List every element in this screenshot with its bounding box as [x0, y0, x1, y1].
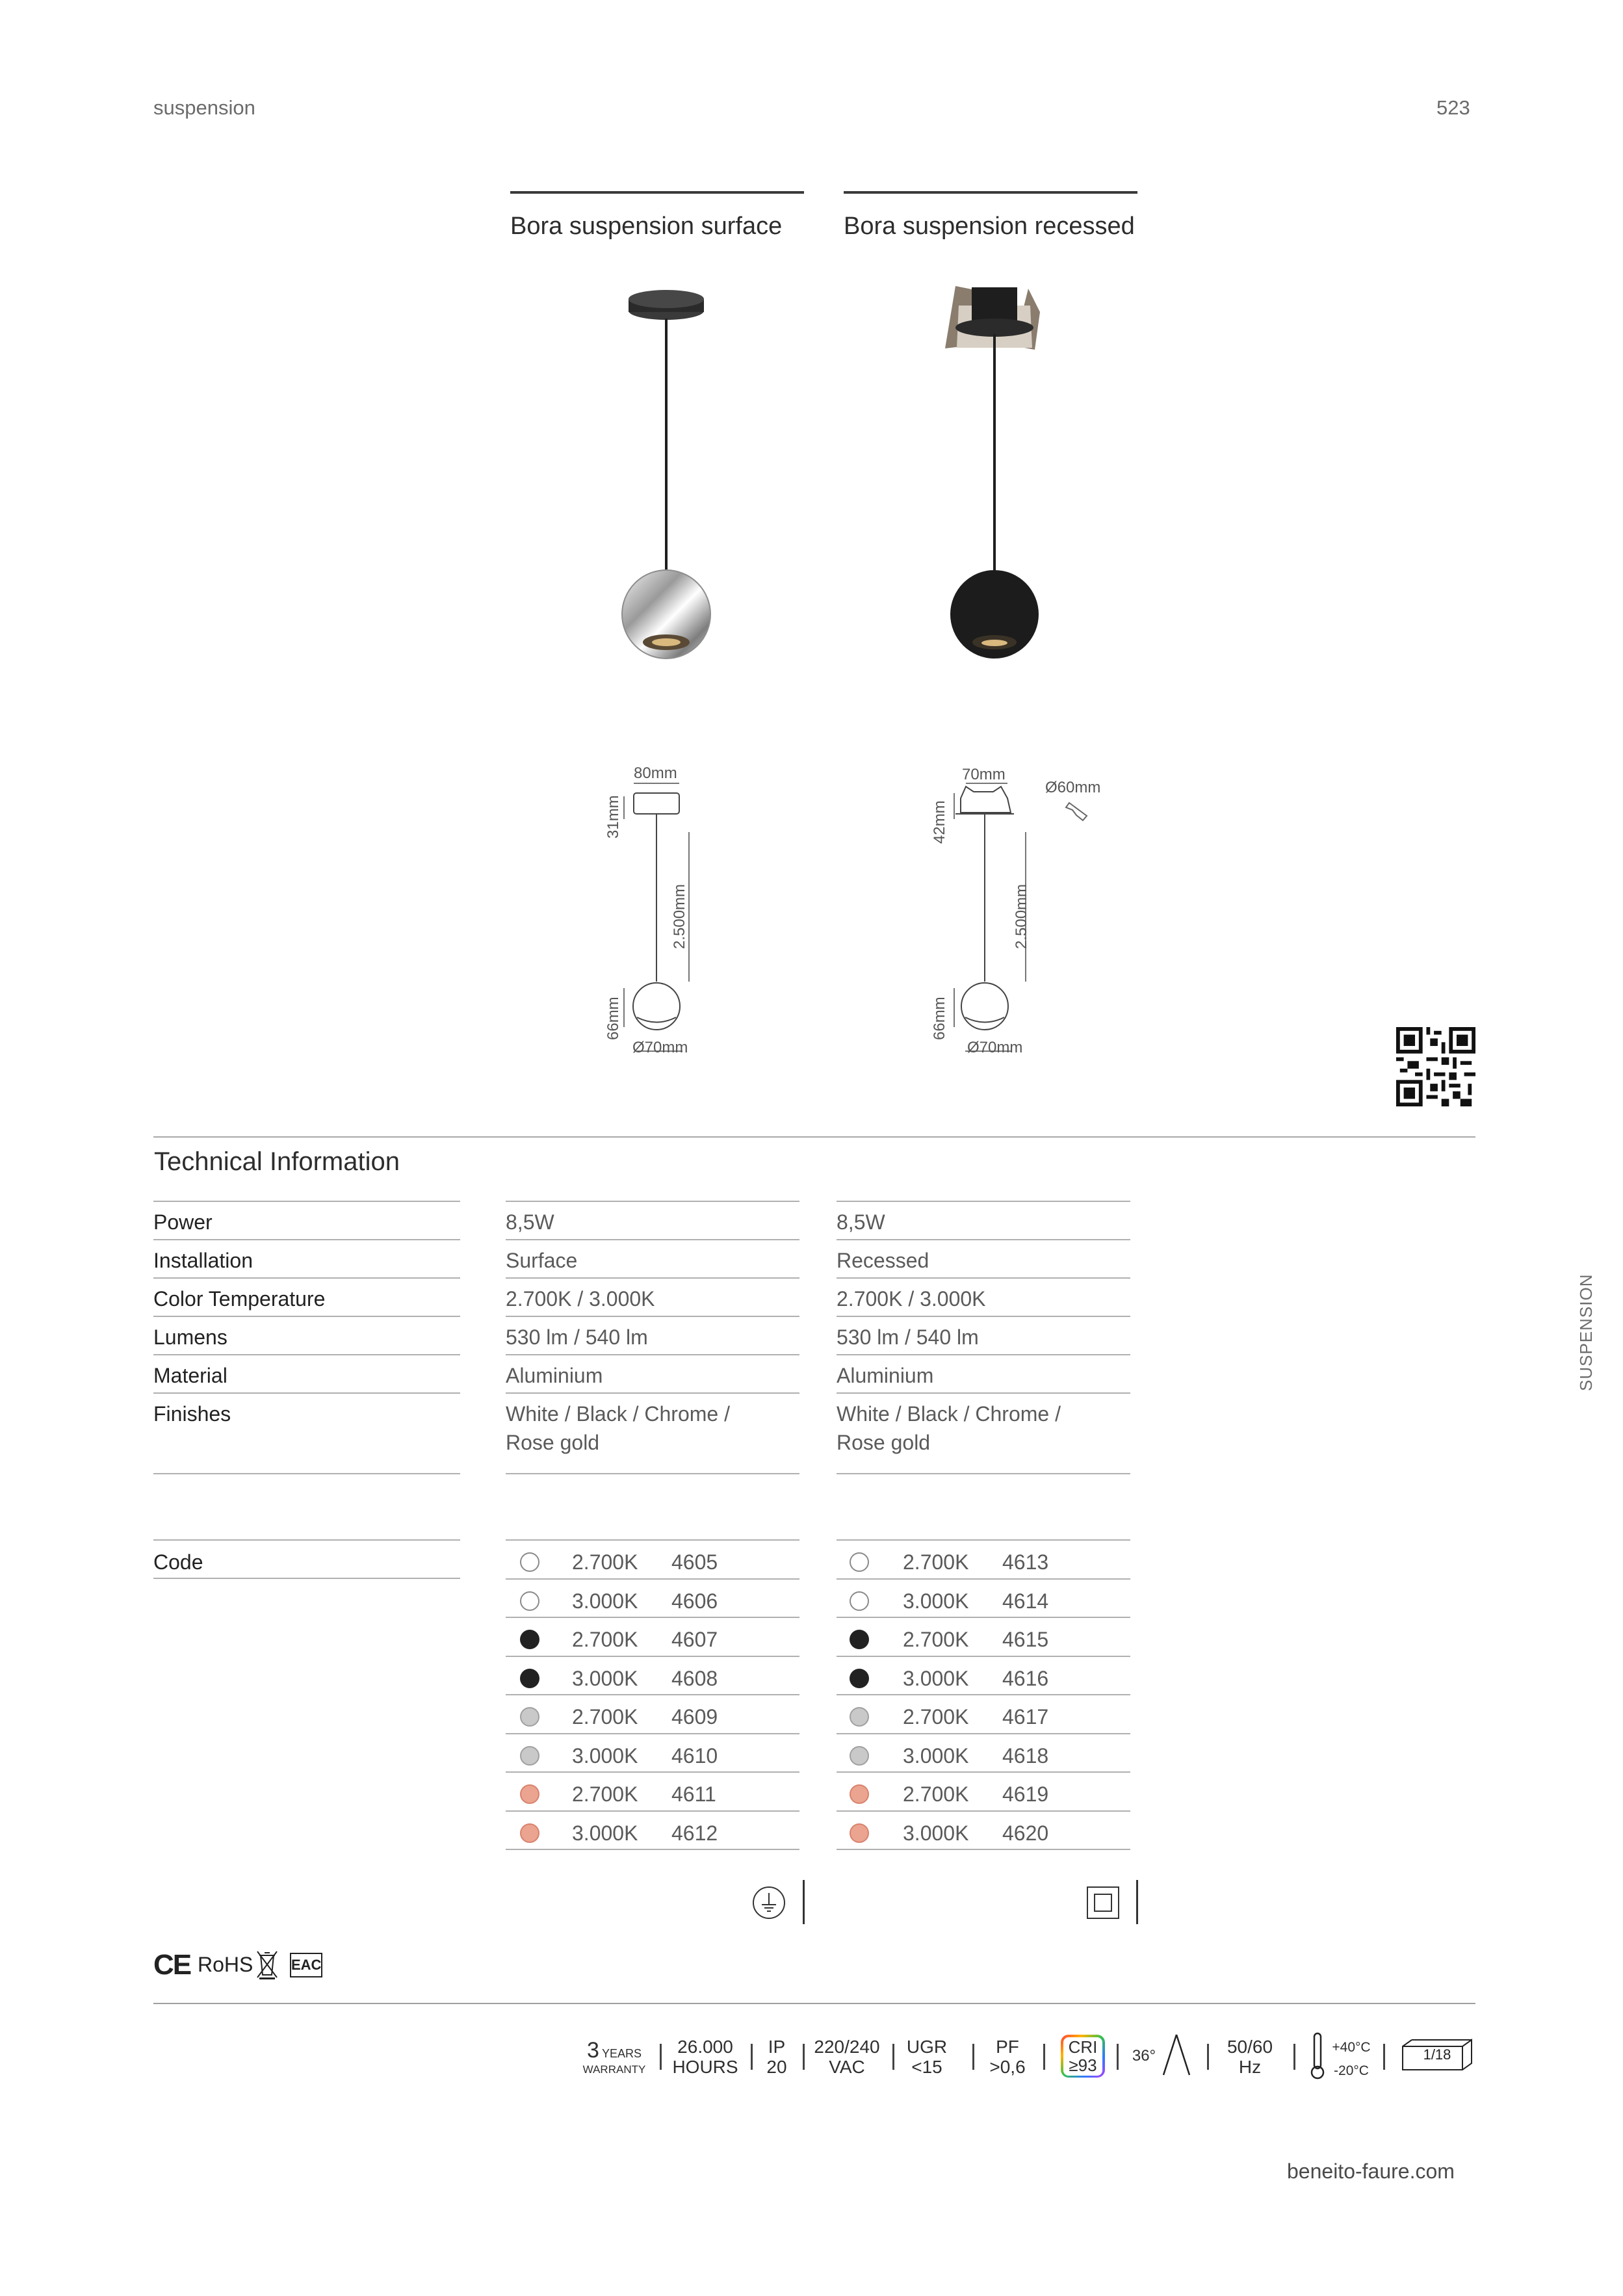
warranty-word: WARRANTY	[582, 2063, 646, 2076]
row-rule	[506, 1239, 799, 1240]
tech-value-surface: 530 lm / 540 lm	[506, 1325, 648, 1349]
code-label: Code	[153, 1550, 203, 1574]
code-number: 4611	[671, 1782, 716, 1806]
spec-frequency	[1217, 2037, 1282, 2078]
spec-separator	[1293, 2044, 1295, 2070]
ugr-value: <15	[911, 2056, 942, 2077]
row-rule	[506, 1201, 799, 1202]
finish-swatch-black	[520, 1669, 539, 1688]
tech-value-recessed: Aluminium	[837, 1364, 934, 1387]
dim-recessed-cable: 2.500mm	[1013, 883, 1030, 949]
row-rule	[506, 1354, 799, 1355]
row-rule	[506, 1656, 799, 1657]
tech-label: Lumens	[153, 1325, 227, 1349]
code-temperature: 2.700K	[572, 1628, 638, 1651]
row-rule	[837, 1316, 1130, 1317]
spec-separator	[892, 2044, 894, 2070]
tech-value-recessed: 8,5W	[837, 1210, 885, 1234]
weee-icon	[255, 1949, 279, 1980]
code-number: 4619	[1002, 1782, 1049, 1806]
row-rule	[153, 1473, 460, 1474]
dim-surface-cable: 2.500mm	[671, 883, 688, 949]
ip-label: IP	[768, 2037, 786, 2057]
row-rule	[506, 1277, 799, 1279]
row-rule	[506, 1578, 799, 1580]
product-image-recessed	[936, 286, 1053, 663]
tech-value-surface-line2: Rose gold	[506, 1431, 600, 1454]
dim-recessed-cutout: Ø60mm	[1045, 779, 1101, 796]
warranty-years: YEARS	[601, 2047, 642, 2060]
beam-angle-icon	[1158, 2031, 1195, 2078]
spec-temperature	[1329, 2036, 1374, 2083]
code-temperature: 2.700K	[572, 1705, 638, 1729]
row-rule	[506, 1392, 799, 1394]
row-rule	[837, 1656, 1130, 1657]
package-quantity: 1/18	[1423, 2046, 1451, 2063]
tech-value-surface: Aluminium	[506, 1364, 603, 1387]
tech-label: Material	[153, 1364, 227, 1387]
hours-word: HOURS	[672, 2056, 738, 2077]
code-temperature: 3.000K	[903, 1589, 969, 1613]
spec-cri	[1061, 2035, 1105, 2078]
row-rule	[153, 1539, 460, 1541]
tech-label: Color Temperature	[153, 1287, 326, 1311]
finish-swatch-rose	[520, 1823, 539, 1843]
spec-separator	[751, 2044, 753, 2070]
tech-value-surface: Surface	[506, 1249, 578, 1272]
finish-swatch-black	[520, 1630, 539, 1649]
code-temperature: 2.700K	[903, 1628, 969, 1651]
code-temperature: 2.700K	[903, 1550, 969, 1574]
column-rule-surface	[510, 191, 804, 194]
row-rule	[506, 1316, 799, 1317]
row-rule	[153, 1201, 460, 1202]
ugr-label: UGR	[906, 2037, 948, 2057]
section-divider	[153, 1136, 1475, 1138]
column-rule-recessed	[844, 191, 1137, 194]
page-number: 523	[1436, 96, 1470, 119]
row-rule	[837, 1617, 1130, 1618]
code-number: 4607	[671, 1628, 718, 1651]
code-temperature: 3.000K	[903, 1821, 969, 1845]
row-rule	[837, 1733, 1130, 1734]
row-rule	[506, 1849, 799, 1850]
row-rule	[506, 1473, 799, 1474]
code-temperature: 3.000K	[572, 1589, 638, 1613]
code-temperature: 3.000K	[572, 1821, 638, 1845]
code-temperature: 3.000K	[903, 1744, 969, 1768]
dim-surface-sphere-diameter: Ø70mm	[632, 1039, 688, 1056]
spec-separator	[1043, 2044, 1045, 2070]
product-image-surface	[611, 286, 728, 663]
temp-min: -20°C	[1334, 2063, 1369, 2078]
dim-surface-sphere-height: 66mm	[604, 997, 622, 1040]
spec-separator	[972, 2044, 974, 2070]
rohs-mark: RoHS	[198, 1953, 253, 1976]
spec-voltage	[811, 2037, 883, 2078]
row-rule	[837, 1473, 1130, 1474]
row-rule	[837, 1354, 1130, 1355]
dim-recessed-top-height: 42mm	[931, 800, 948, 844]
column-title-surface: Bora suspension surface	[510, 213, 783, 240]
row-rule	[837, 1810, 1130, 1812]
finish-swatch-white	[520, 1552, 539, 1572]
tech-value-recessed: White / Black / Chrome /	[837, 1402, 1061, 1426]
finish-swatch-white	[850, 1591, 869, 1611]
code-number: 4605	[671, 1550, 718, 1574]
voltage-value: 220/240	[814, 2037, 880, 2057]
row-rule	[506, 1539, 799, 1541]
voltage-unit: VAC	[829, 2056, 865, 2077]
row-rule	[153, 1316, 460, 1317]
side-tab-label: SUSPENSION	[1576, 1273, 1596, 1391]
finish-swatch-white	[520, 1591, 539, 1611]
spec-separator	[1117, 2044, 1119, 2070]
row-rule	[506, 1810, 799, 1812]
warranty-num: 3	[587, 2038, 599, 2063]
code-number: 4608	[671, 1667, 718, 1690]
code-number: 4617	[1002, 1705, 1049, 1729]
code-number: 4606	[671, 1589, 718, 1613]
code-number: 4620	[1002, 1821, 1049, 1845]
row-rule	[837, 1771, 1130, 1773]
row-rule	[837, 1694, 1130, 1695]
row-rule	[837, 1239, 1130, 1240]
class-ii-icon	[1087, 1886, 1119, 1919]
freq-unit: Hz	[1238, 2056, 1262, 2077]
row-rule	[837, 1277, 1130, 1279]
row-rule	[153, 1277, 460, 1279]
finish-swatch-black	[850, 1669, 869, 1688]
row-rule	[837, 1201, 1130, 1202]
code-number: 4618	[1002, 1744, 1049, 1768]
ground-icon	[753, 1886, 785, 1919]
section-label: suspension	[153, 96, 255, 119]
row-rule	[153, 1392, 460, 1394]
tech-value-surface: 2.700K / 3.000K	[506, 1287, 655, 1311]
column-title-recessed: Bora suspension recessed	[844, 213, 1135, 240]
row-rule	[506, 1733, 799, 1734]
finish-swatch-white	[850, 1552, 869, 1572]
row-rule	[837, 1392, 1130, 1394]
code-temperature: 3.000K	[572, 1744, 638, 1768]
temp-max: +40°C	[1332, 2040, 1371, 2055]
code-number: 4609	[671, 1705, 718, 1729]
code-number: 4612	[671, 1821, 718, 1845]
code-temperature: 3.000K	[572, 1667, 638, 1690]
tech-value-surface: White / Black / Chrome /	[506, 1402, 730, 1426]
spec-pf	[981, 2037, 1033, 2078]
cri-label: CRI	[1068, 2037, 1098, 2057]
spec-hours	[669, 2037, 741, 2078]
finish-swatch-rose	[850, 1784, 869, 1804]
code-temperature: 2.700K	[903, 1782, 969, 1806]
install-rule-surface	[803, 1880, 805, 1924]
dim-surface-top-height: 31mm	[604, 795, 622, 839]
freq-value: 50/60	[1227, 2037, 1273, 2057]
code-number: 4615	[1002, 1628, 1049, 1651]
code-temperature: 3.000K	[903, 1667, 969, 1690]
tech-value-recessed: Recessed	[837, 1249, 929, 1272]
tech-info-title: Technical Information	[154, 1147, 400, 1176]
finish-swatch-chrome	[520, 1746, 539, 1766]
spec-separator	[803, 2044, 805, 2070]
row-rule	[153, 1239, 460, 1240]
website-link[interactable]: beneito-faure.com	[1287, 2159, 1455, 2183]
dim-recessed-sphere-height: 66mm	[931, 997, 948, 1040]
code-number: 4616	[1002, 1667, 1049, 1690]
eac-mark: EAC	[290, 1953, 322, 1977]
beam-angle: 36°	[1132, 2047, 1156, 2065]
hours-num: 26.000	[677, 2037, 733, 2057]
cri-value: ≥93	[1069, 2055, 1097, 2075]
finish-swatch-chrome	[520, 1707, 539, 1727]
code-temperature: 2.700K	[572, 1550, 638, 1574]
code-number: 4610	[671, 1744, 718, 1768]
tech-label: Installation	[153, 1249, 253, 1272]
row-rule	[506, 1771, 799, 1773]
spec-divider	[153, 2003, 1475, 2004]
pf-value: >0,6	[989, 2056, 1026, 2077]
spec-ugr	[902, 2037, 952, 2078]
spec-separator	[660, 2044, 662, 2070]
finish-swatch-rose	[850, 1823, 869, 1843]
install-rule-recessed	[1136, 1880, 1138, 1924]
finish-swatch-rose	[520, 1784, 539, 1804]
spec-separator	[1207, 2044, 1209, 2070]
ce-mark: CE	[153, 1949, 191, 1981]
row-rule	[153, 1578, 460, 1579]
tech-value-recessed: 2.700K / 3.000K	[837, 1287, 986, 1311]
tech-label: Finishes	[153, 1402, 231, 1426]
row-rule	[837, 1849, 1130, 1850]
finish-swatch-black	[850, 1630, 869, 1649]
tech-value-recessed: 530 lm / 540 lm	[837, 1325, 979, 1349]
dim-recessed-sphere-diameter: Ø70mm	[967, 1039, 1023, 1056]
row-rule	[506, 1694, 799, 1695]
pf-label: PF	[996, 2037, 1019, 2057]
thermometer-icon	[1308, 2031, 1327, 2080]
code-temperature: 2.700K	[903, 1705, 969, 1729]
row-rule	[506, 1617, 799, 1618]
dim-recessed-top-width: 70mm	[962, 766, 1006, 783]
tech-label: Power	[153, 1210, 213, 1234]
qr-code[interactable]	[1396, 1027, 1475, 1106]
row-rule	[837, 1539, 1130, 1541]
code-temperature: 2.700K	[572, 1782, 638, 1806]
tech-value-surface: 8,5W	[506, 1210, 554, 1234]
spec-warranty	[578, 2039, 650, 2076]
spec-separator	[1383, 2044, 1385, 2070]
code-number: 4614	[1002, 1589, 1049, 1613]
finish-swatch-chrome	[850, 1746, 869, 1766]
row-rule	[153, 1354, 460, 1355]
tech-value-recessed-line2: Rose gold	[837, 1431, 931, 1454]
finish-swatch-chrome	[850, 1707, 869, 1727]
code-number: 4613	[1002, 1550, 1049, 1574]
ip-value: 20	[766, 2056, 787, 2077]
dim-surface-top-width: 80mm	[634, 764, 677, 782]
row-rule	[837, 1578, 1130, 1580]
spec-ip	[760, 2037, 793, 2078]
